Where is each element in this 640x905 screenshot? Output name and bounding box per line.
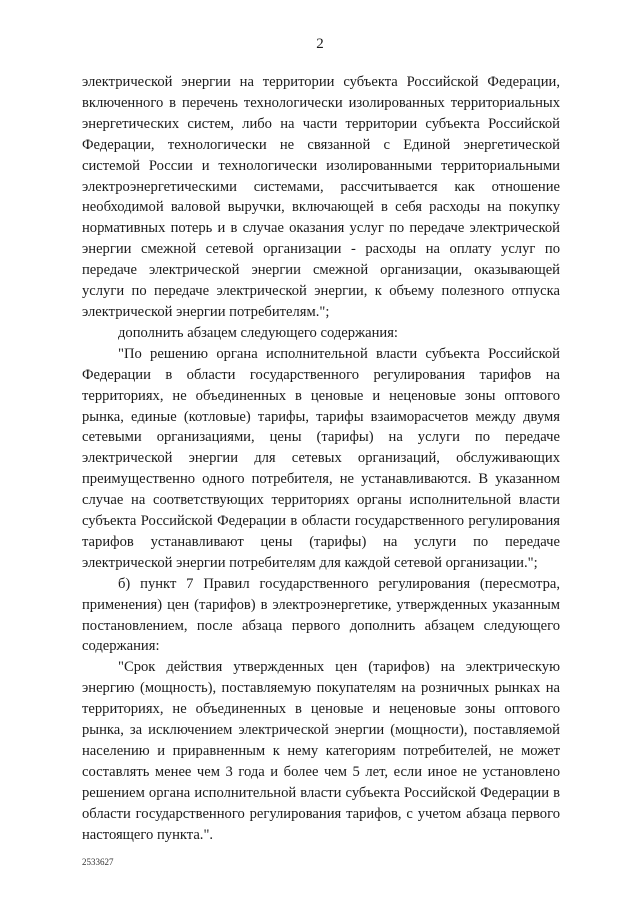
document-body xyxy=(82,72,560,846)
page-number: 2 xyxy=(316,36,324,52)
paragraph-continuation: электрической энергии на территории субъекта Российской Федерации, включенного в перечень технологически изолированных территориальных энергетических систем, либо на части территории субъекта Российской Федерации, технологически не связанной с Единой энергетической системой России и технологически изолированными территориальными электроэнергетическими системами, рассчитывается как отношение необходимой валовой выручки, включающей в себя расходы на покупку нормативных потерь и в случае оказания услуг по передаче электрической энергии смежной сетевой организации - расходы на оплату услуг по передаче электрической энергии смежной организации, оказывающей услуги по передаче электрической энергии, к объему полезного отпуска электрической энергии потребителям."; xyxy=(82,74,560,320)
paragraph-amendment-intro: дополнить абзацем следующего содержания: xyxy=(118,324,398,341)
document-code: 2533627 xyxy=(82,857,114,867)
paragraph-quoted-decision: "По решению органа исполнительной власти субъекта Российской Федерации в области государственного регулирования тарифов на территориях, не объединенных в ценовые и неценовые зоны оптового рынка, единые (котловые) тарифы, тарифы взаиморасчетов между двумя сетевыми организациями, цены (тарифы) на услуги по передаче электрической энергии для сетевых организаций, обслуживающих преимущественно одного потребителя, не устанавливаются. В указанном случае на соответствующих территориях органы исполнительной власти субъекта Российской Федерации в области государственного регулирования тарифов устанавливают цены (тарифы) на услуги по передаче электрической энергии потребителям для каждой сетевой организации."; xyxy=(82,345,560,571)
paragraph-item-b: б) пункт 7 Правил государственного регулирования (пересмотра, применения) цен (тарифов) в электроэнергетике, утвержденных указанным постановлением, после абзаца первого дополнить абзацем следующего содержания: xyxy=(82,575,560,655)
paragraph-quoted-term: "Срок действия утвержденных цен (тарифов) на электрическую энергию (мощность), поставляемую покупателям на розничных рынках на территориях, не объединенных в ценовые и неценовые зоны оптового рынка, за исключением электрической энергии (мощности), поставляемой населению и приравненным к нему категориям потребителей, не может составлять менее чем 3 года и более чем 5 лет, если иное не установлено решением органа исполнительной власти субъекта Российской Федерации в области государственного регулирования тарифов, с учетом абзаца первого настоящего пункта.". xyxy=(82,659,560,843)
